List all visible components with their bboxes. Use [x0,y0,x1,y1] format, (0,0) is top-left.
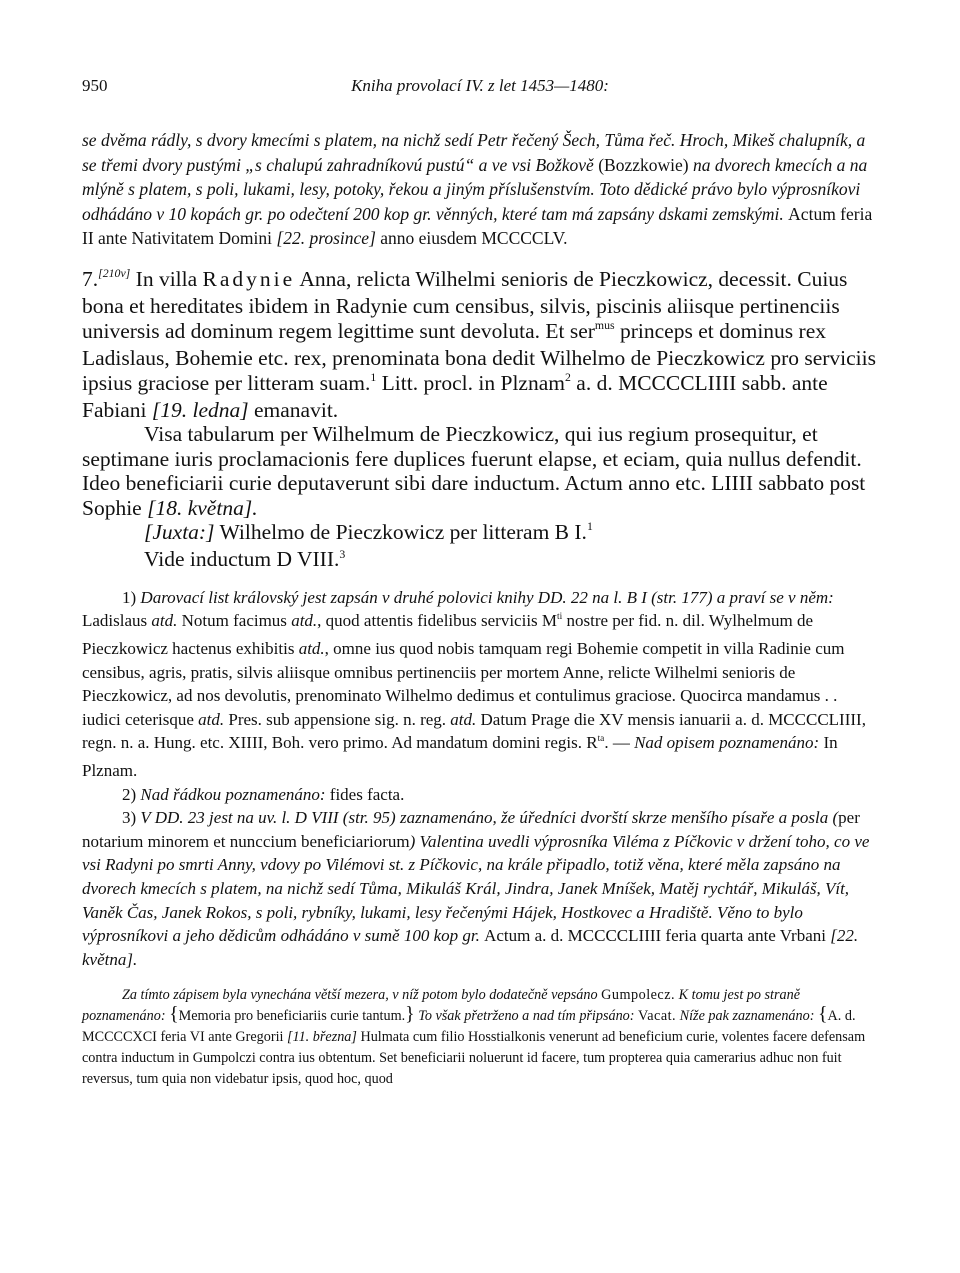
footnote-text: Notum facimus [181,611,287,631]
left-brace-icon: { [817,1003,828,1026]
entry-7-para-4 [82,547,878,574]
editorial-note-text [82,985,878,1090]
note-text: A. d. MCCCCXCI feria VI ante Gregorii [82,1008,856,1046]
note-text: [11. března] [283,1029,361,1046]
footnote-1 [82,586,878,783]
note-text: Níže pak zaznamenáno: [676,1008,818,1025]
note-text: K tomu jest po straně poznamenáno: [82,987,801,1025]
entry-text: princeps et dominus rex Ladislaus, Bohemie etc. rex, prenominata bona dedit Wilhelmo de Pieczkowicz pro serviciis ipsius graciose per litteram suam. [82,318,876,395]
footnote-text: atd. [286,611,318,631]
footnote-text: [22. května]. [82,926,859,969]
date-annotation: [19. ledna] [151,398,249,422]
note-text: To však přetrženo a nad tím připsáno: [414,1008,639,1025]
note-text: Hulmata cum filio Hosstialkonis venerunt ad beneficium curie, volentes facere defensam contra inductum in Gumpolczi contra ius obtentum. Set beneficiarii noluerunt id facere, tum propterea quia camerarius adhuc non fuit reversus, tum quia non videbatur ipsis, quod hoc, quod [82,1029,866,1088]
footnote-text: atd. [298,639,325,659]
entry-text: Anna, relicta Wilhelmi senioris de Pieczkowicz, decessit. Cuius bona et hereditates ibidem in Radynie cum censibus, silvis, piscinis aliisque pertinenciis universis ad dominum regem legittime sunt devoluta. Et ser [82,266,848,343]
entry-text: Wilhelmo de Pieczkowicz per litteram B I. [214,520,587,545]
footnote-text: atd. [147,611,182,631]
prev-text-5: [22. prosince] [272,228,381,249]
footnote-text: Darovací list královský jest zapsán v druhé polovici knihy DD. 22 na l. B I (str. 177) a praví se v něm: [136,587,834,607]
footnote-3 [82,806,878,971]
footnote-text: Actum a. d. MCCCCLIIII feria quarta ante Vrbani [484,926,826,946]
footnote-mark: 2) [122,784,137,804]
footnotes [82,586,878,972]
footnote-ref: 1 [586,519,593,534]
footnote-mark: 3) [122,808,137,828]
footnote-text: ) Valentina uvedli výprosníka Viléma z Píčkovic v držení toho, co ve vsi Radyni po smrti Anny, vdovy po Vilémovi st. z Píčkovic, na krále připadlo, totiž věna, které měla zapsáno na dvorech kmecích s platem, na nichž sedí Tůma, Mikuláš Král, Jindra, Janek Mníšek, Matěj rychtář, Mikuláš, Vít, Vaněk Čas, Janek Rokos, s poli, rybníky, lukami, lesy řečenými Hájek, Hostkovec a Hradiště. Věno to bylo výprosníkovi a jeho dědicům odhádáno v sumě 100 kop gr. [82,831,870,946]
footnote-text: V DD. 23 jest na uv. l. D VIII (str. 95) zaznamenáno, že úředníci dvorští skrze menšího písaře a posla ( [136,808,839,828]
footnote-text: Ladislaus [82,611,148,631]
entry-7-para-3 [82,520,878,547]
footnote-ref: 1 [370,369,377,384]
footnote-text: In Plznam. [82,733,838,780]
footnote-text: Pres. sub appensione sig. n. reg. [224,709,451,729]
footnote-text: nostre per fid. n. dil. Wylhelmum de Pieczkowicz hactenus exhibitis [82,611,814,659]
note-text: Memoria pro beneficiariis curie tantum. [178,1008,406,1025]
note-text: Vacat. [638,1008,677,1025]
prev-text-1: se dvěma rádly, s dvory kmecími s platem, na nichž sedí Petr řečený Šech, Tůma řeč. Hroch, Mikeš chalupník, a se třemi dvory pustými „s chalupú zahradníkovú pustú“ a ve vsi Božkově [82,130,866,175]
prev-text-3: na dvorech kmecích a na mlýně s platem, s poli, lukami, lesy, potoky, řekou a jiným příslušenstvím. Toto dědické právo bylo výprosníkovi odhádáno v 10 kopách gr. po odečtení 200 kop gr. věnných, které tam má zapsány dskami zemskými. [82,154,868,224]
left-brace-icon: { [169,1003,179,1026]
place-name: Radynie [202,266,296,291]
entry-7-para-2 [82,422,878,520]
footnote-text: Datum Prage die XV mensis ianuarii a. d. MCCCCLIIII, regn. n. a. Hung. etc. XIIII, Boh. vero primo. Ad mandatum domini regis. R [82,709,866,753]
entry-text: a. d. MCCCCLIIII sabb. ante Fabiani [82,370,828,422]
footnote-ref: 3 [339,546,346,561]
superscript: ti [557,612,563,623]
footnote-text: fides facta. [329,784,405,804]
entry-text: Vide inductum D VIII. [144,547,340,572]
prev-text-2: (Bozzkowie) [598,154,689,175]
folio-mark: [210v] [98,266,131,281]
footnote-text: , omne ius quod nobis tamquam regi Bohemie competit in villa Radinie cum censibus, agris, pratis, silvis aliisque omnibus pertinenciis per mortem Anne, relicte Wilhelmi senioris de Pieczkowicz, ad nos devolutis, prenominato Wilhelmo dedimus et contulimus graciose. Quocirca mandamus . . iudici ceterisque [82,639,845,729]
footnote-text: Nad opisem poznamenáno: [634,733,820,753]
entry-text: In villa [130,266,203,291]
footnote-text: Nad řádkou poznamenáno: [136,784,330,804]
entry-text: Litt. procl. in Plznam [376,370,565,395]
footnote-2 [82,783,878,807]
previous-entry-continuation [82,128,878,251]
entry-text: Visa tabularum per Wilhelmum de Pieczkowicz, qui ius regium prosequitur, et septimane iuris proclamacionis fere duplices fuerunt elapse, et eciam, quia nullus defendit. Ideo beneficiarii curie deputaverunt sibi dare inductum. Actum anno etc. LIIII sabbato post Sophie [82,422,866,520]
entry-7-para-1 [82,267,878,422]
superscript: ta [597,734,605,745]
entry-7 [82,267,878,575]
footnote-ref: 2 [565,369,571,384]
right-brace-icon: } [405,1003,415,1026]
date-annotation: [18. května]. [147,495,258,520]
entry-text: emanavit. [248,398,339,422]
superscript: mus [594,317,615,332]
footnote-mark: 1) [122,587,137,607]
footnote-text: , quod attentis fidelibus serviciis M [317,611,558,631]
editorial-note [82,985,878,1090]
prev-text-6: anno eiusdem MCCCCLV. [380,228,568,249]
running-title: Kniha provolací IV. z let 1453—1480: [351,76,609,95]
note-text: Za tímto zápisem byla vynechána větší mezera, v níž potom bylo dodatečně vepsáno [122,987,602,1004]
footnote-text: atd. [198,709,225,729]
entry-number: 7. [82,266,99,291]
page-number: 950 [82,76,108,95]
page-header [82,72,878,104]
note-text: Gumpolecz. [601,987,676,1004]
footnote-text: . — [604,733,635,753]
footnote-text: per notarium minorem et nunccium beneficiariorum [82,808,860,851]
juxta-annotation: [Juxta:] [144,520,215,545]
footnote-text: atd. [450,709,477,729]
prev-text-4: Actum feria II ante Nativitatem Domini [82,203,873,249]
